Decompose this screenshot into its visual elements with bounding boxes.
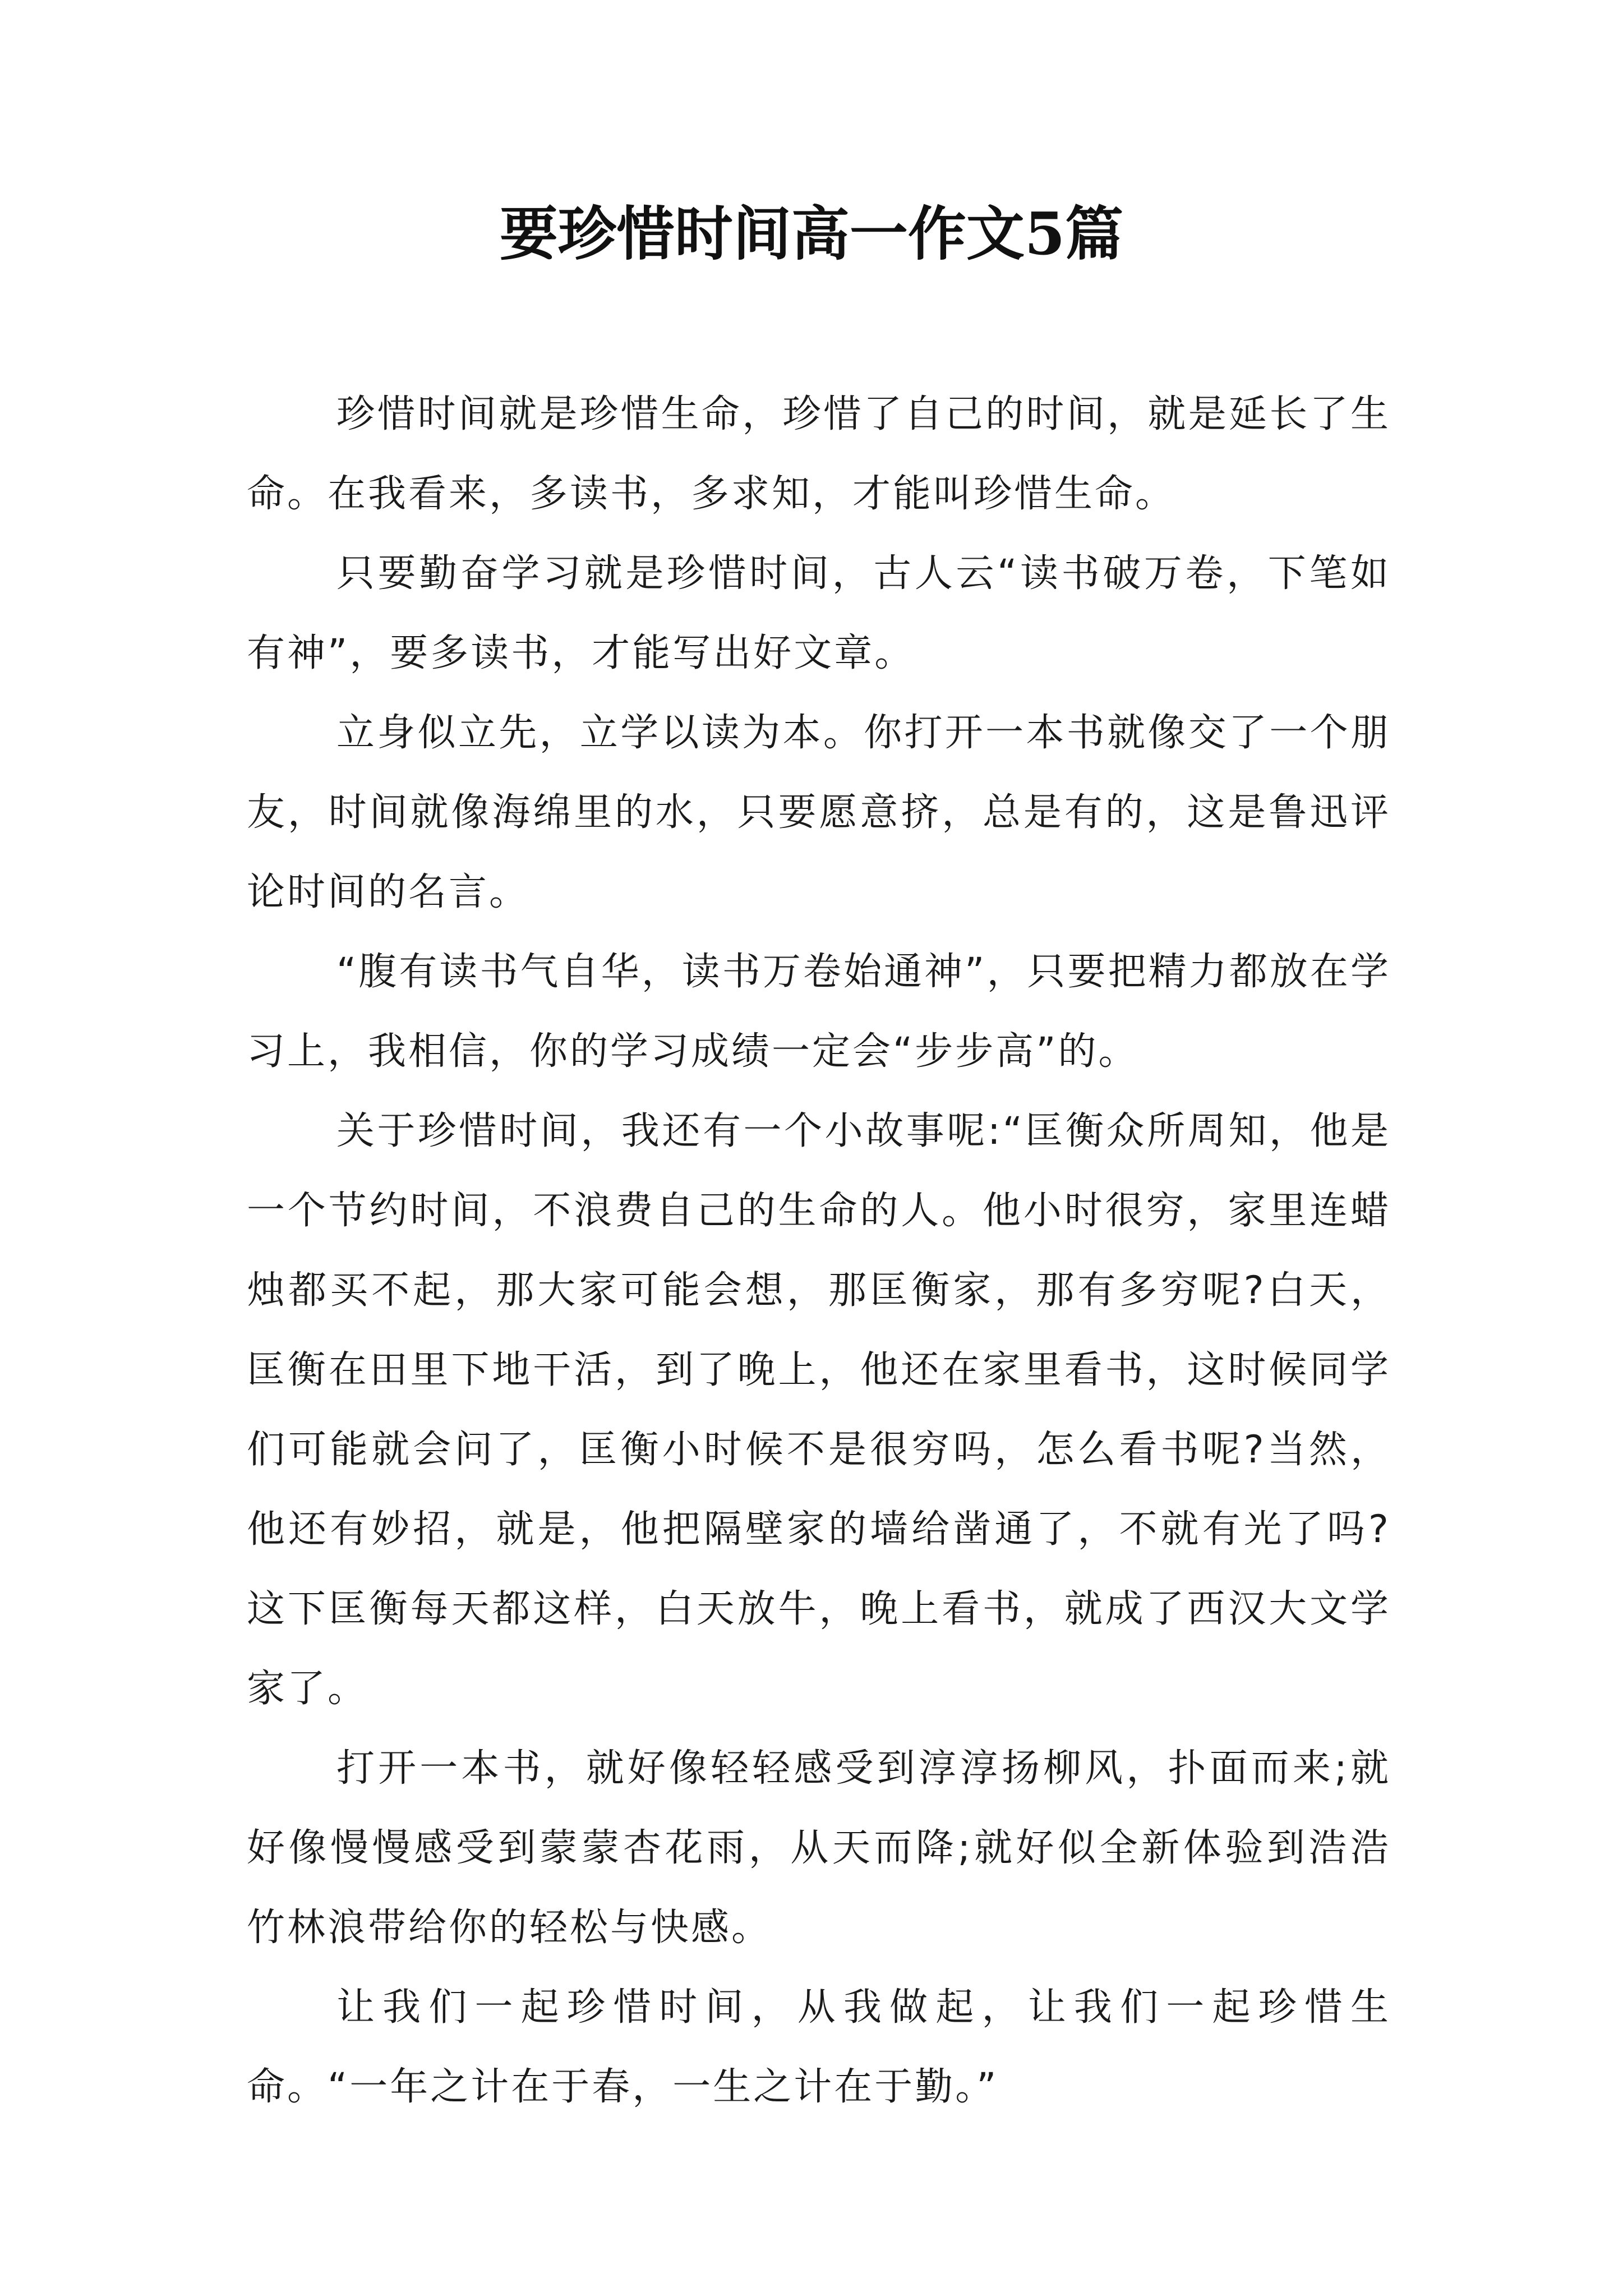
paragraph: 让我们一起珍惜时间，从我做起，让我们一起珍惜生命。“一年之计在于春，一生之计在于勤。”: [247, 1985, 1391, 2109]
paragraph: 打开一本书，就好像轻轻感受到淳淳扬柳风，扑面而来;就好像慢慢感受到蒙蒙杏花雨，从天而降;就好似全新体验到浩浩竹林浪带给你的轻松与快感。: [247, 1746, 1391, 1950]
paragraph: 只要勤奋学习就是珍惜时间，古人云“读书破万卷，下笔如有神”，要多读书，才能写出好文章。: [247, 551, 1391, 675]
paragraph: 珍惜时间就是珍惜生命，珍惜了自己的时间，就是延长了生命。在我看来，多读书，多求知，才能叫珍惜生命。: [247, 392, 1391, 516]
paragraph: 立身似立先，立学以读为本。你打开一本书就像交了一个朋友，时间就像海绵里的水，只要愿意挤，总是有的，这是鲁迅评论时间的名言。: [247, 711, 1391, 914]
paragraph: 关于珍惜时间，我还有一个小故事呢:“匡衡众所周知，他是一个节约时间，不浪费自己的生命的人。他小时很穷，家里连蜡烛都买不起，那大家可能会想，那匡衡家，那有多穷呢?白天，匡衡在田里下地干活，到了晚上，他还在家里看书，这时候同学们可能就会问了，匡衡小时候不是很穷吗，怎么看书呢?当然，他还有妙招，就是，他把隔壁家的墙给凿通了，不就有光了吗?这下匡衡每天都这样，白天放牛，晚上看书，就成了西汉大文学家了。: [247, 1109, 1391, 1711]
document-title: 要珍惜时间高一作文5篇: [499, 199, 1124, 268]
paragraph: “腹有读书气自华，读书万卷始通神”，只要把精力都放在学习上，我相信，你的学习成绩一定会“步步高”的。: [247, 950, 1391, 1074]
document-body: [247, 375, 1391, 2127]
